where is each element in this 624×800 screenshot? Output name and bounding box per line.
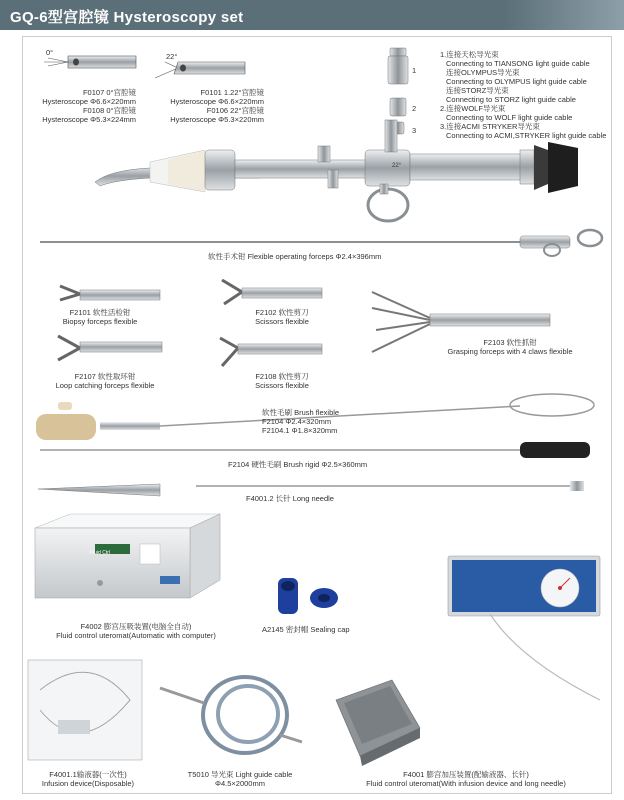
adapter-number-3: 3 (412, 126, 417, 135)
f2103-caption: F2103 软性抓钳 Grasping forceps with 4 claws flexible (447, 338, 573, 356)
brush-rigid-caption: F2104 硬性毛刷 Brush rigid Φ2.5×360mm (228, 460, 368, 469)
infusion-caption: F4001.1输液器(一次性) Infusion device(Disposable) (41, 770, 135, 788)
long-needle-caption: F4001.2 长针 Long needle (246, 494, 334, 503)
scissors-forceps-2 (220, 338, 322, 366)
scope-22-caption: F0101 1.22°宫腔镜 Hysteroscope Φ6.6×220mm F0106 22°宫腔镜 Hysteroscope Φ5.3×220mm (170, 88, 264, 124)
f2108-caption: F2108 软性剪刀 Scissors flexible (255, 372, 309, 390)
f2102-caption: F2102 软性剪刀 Scissors flexible (255, 308, 309, 326)
uteromat-panel-label: Fluid Ctrl (90, 550, 111, 556)
f2107-caption: F2107 软性取环钳 Loop catching forceps flexible (55, 372, 155, 390)
angle-0-label: 0° (46, 48, 54, 57)
uteromat-automatic (35, 514, 220, 598)
adapter-number-1: 1 (412, 66, 417, 75)
scope-0-caption: F0107 0°宫腔镜 Hysteroscope Φ6.6×220mm F0108 0°宫腔镜 Hysteroscope Φ5.3×224mm (42, 88, 136, 124)
uteromat2-caption: F4001 膨宫加压装置(配输液器、长针) Fluid control uteromat(With infusion device and long needle) (366, 770, 566, 788)
f2101-caption: F2101 软性活检钳 Biopsy forceps flexible (62, 308, 138, 326)
infusion-device (28, 660, 142, 760)
forceps-caption: 软性手术钳 Flexible operating forceps Φ2.4×396mm (208, 252, 382, 261)
brush-rigid (40, 442, 590, 458)
light-guide-cable (160, 677, 302, 753)
uteromat-with-gauge (448, 556, 600, 700)
page-title: GQ-6型宫腔镜 Hysteroscopy set (10, 9, 244, 26)
foot-switch (336, 680, 420, 766)
brush-flexible-caption: 软性毛刷 Brush flexible F2104 Φ2.4×320mm F2104.1 Φ1.8×320mm (262, 408, 340, 435)
adapter-number-2: 2 (412, 104, 417, 113)
scope-tip-22-icon (155, 62, 245, 78)
sealing-cap-icon (278, 578, 338, 614)
scissors-forceps-1 (222, 280, 322, 304)
adapter-1 (388, 48, 408, 84)
adapter-2 (390, 98, 406, 116)
sealing-cap-caption: A2145 密封帽 Sealing cap (262, 625, 350, 634)
adapter-legend: 1.连接天松导光束 Connecting to TIANSONG light guide cable 连接OLYMPUS导光束 Connecting to OLYMPUS light guide cable 连接STORZ导光束 Connecting to STORZ light guide cable 2.连接WOLF导光束 Connecting to WOLF light guide cable 3.连接ACMI STRYKER导光束 Connecting to ACMI,STRYKER light guide cable (440, 50, 607, 140)
uteromat-caption: F4002 膨宫压吸装置(电脑全自动) Fluid control uteromat(Automatic with computer) (56, 622, 216, 640)
scope-tip-0-icon (44, 56, 136, 68)
scope-angle-label: 22° (392, 163, 402, 169)
loop-catching-forceps (58, 336, 162, 360)
light-guide-caption: T5010 导光束 Light guide cable Φ4.5×2000mm (187, 770, 293, 788)
angle-22-label: 22° (166, 52, 178, 61)
biopsy-forceps (60, 286, 160, 300)
